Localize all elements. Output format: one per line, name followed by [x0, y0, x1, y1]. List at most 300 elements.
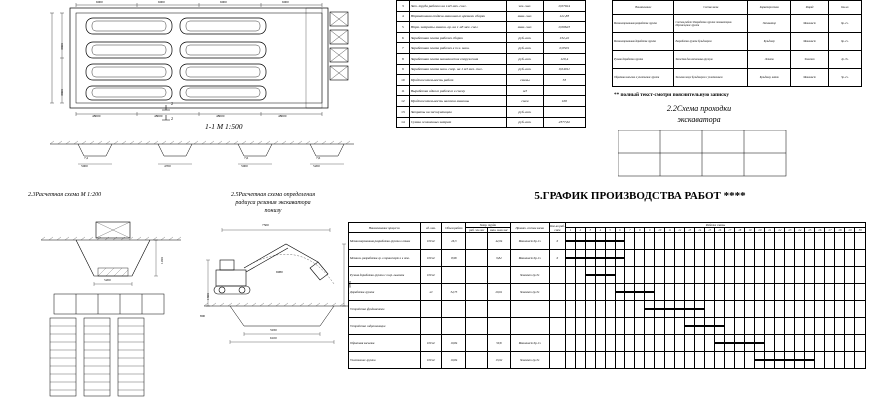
schedule-gantt-cell — [765, 335, 775, 352]
schedule-cell: Механизированная разработка грунта в отвал — [349, 233, 421, 250]
cost-row-number: 9 — [397, 64, 410, 75]
work-table-cell: 2р.-3ч. — [828, 51, 861, 69]
schedule-gantt-cell — [795, 352, 805, 369]
schedule-day-number: 1 — [566, 228, 576, 233]
cost-row-value: 129,4 — [543, 53, 585, 64]
schedule-gantt-cell — [825, 318, 835, 335]
schedule-gantt-cell — [735, 335, 745, 352]
schedule-gantt-cell — [775, 335, 785, 352]
schedule-gantt-cell — [685, 267, 695, 284]
schedule-gantt-cell — [595, 233, 605, 250]
schedule-gantt-cell — [566, 267, 576, 284]
schedule-gantt-cell — [715, 267, 725, 284]
work-table-cell: Землекоп — [791, 51, 828, 69]
schedule-gantt-cell — [755, 267, 765, 284]
schedule-gantt-cell — [566, 335, 576, 352]
cost-row-unit: руб.-коп. — [507, 53, 543, 64]
schedule-gantt-cell — [745, 335, 755, 352]
cost-row-value: 0,07924 — [543, 1, 585, 12]
cost-row-value: 0,04911 — [543, 64, 585, 75]
schedule-header-cell: Объем работ — [442, 223, 466, 233]
schedule-gantt-cell — [645, 301, 655, 318]
table-row — [613, 51, 862, 69]
schedule-gantt-cell — [735, 318, 745, 335]
schedule-gantt-cell — [585, 250, 595, 267]
schedule-gantt-cell — [665, 233, 675, 250]
title-passage-1: 2.2Схема проходки — [666, 104, 732, 113]
schedule-gantt-cell — [805, 352, 815, 369]
work-table-header: Кол-во — [828, 1, 861, 15]
schedule-day-number: 3 — [585, 228, 595, 233]
schedule-cell — [466, 318, 488, 335]
schedule-gantt-bar — [705, 325, 714, 327]
schedule-day-number: 15 — [705, 228, 715, 233]
schedule-gantt-cell — [815, 233, 825, 250]
schedule-gantt-cell — [835, 352, 845, 369]
schedule-cell — [549, 284, 565, 301]
schedule-cell: Механиз. разработка гр. в транспорт и в отв. — [349, 250, 421, 267]
work-table-cell: Машинист — [791, 15, 828, 33]
schedule-gantt-cell — [575, 233, 585, 250]
title-schedule: 5.ГРАФИК ПРОИЗВОДСТВА РАБОТ **** — [534, 190, 746, 202]
schedule-cell: 8,98 — [442, 250, 466, 267]
passage-scheme-grid — [618, 130, 788, 178]
section-mark-2-bottom: 2 — [171, 116, 173, 121]
schedule-gantt-cell — [805, 318, 815, 335]
schedule-cell — [510, 318, 549, 335]
schedule-gantt-cell — [665, 284, 675, 301]
calc-scheme-drawing — [36, 206, 186, 316]
schedule-gantt-cell — [805, 284, 815, 301]
schedule-gantt-cell — [785, 250, 795, 267]
plan-dim-top-2: 6000 — [158, 0, 165, 4]
schedule-cell: Ручная доработка грунта с погр. вывозом — [349, 267, 421, 284]
schedule-gantt-bar — [665, 308, 674, 310]
schedule-gantt-cell — [805, 301, 815, 318]
schedule-cell: 13,92 — [488, 352, 510, 369]
table-row — [613, 33, 862, 51]
schedule-gantt-cell — [695, 335, 705, 352]
schedule-cell: 6 — [549, 250, 565, 267]
schedule-gantt-cell — [715, 233, 725, 250]
schedule-gantt-cell — [575, 250, 585, 267]
schedule-cell: 6 — [549, 233, 565, 250]
schedule-gantt-bar — [576, 257, 585, 259]
schedule-gantt-cell — [615, 267, 625, 284]
schedule-gantt-bar — [635, 291, 644, 293]
schedule-gantt-cell — [585, 335, 595, 352]
schedule-gantt-cell — [655, 335, 665, 352]
schedule-gantt-bar — [616, 257, 625, 259]
schedule-gantt-cell — [825, 335, 835, 352]
schedule-gantt-bar — [755, 342, 764, 344]
plan-dim-bottom-3: 48000 — [216, 114, 225, 118]
schedule-gantt-cell — [725, 301, 735, 318]
schedule-cell — [549, 267, 565, 284]
schedule-gantt-cell — [735, 267, 745, 284]
table-row — [349, 301, 866, 318]
work-table-header: Разряд — [791, 1, 828, 15]
plan-dim-bottom-1: 48000 — [92, 114, 101, 118]
schedule-day-number: 30 — [855, 228, 866, 233]
work-composition-table — [612, 0, 862, 87]
schedule-gantt-cell — [855, 335, 866, 352]
schedule-gantt-cell — [585, 267, 595, 284]
schedule-gantt-cell — [855, 233, 866, 250]
excavator-scheme — [200, 222, 352, 352]
schedule-gantt-cell — [835, 335, 845, 352]
work-table-cell: Механизированная доработка грунта — [613, 33, 674, 51]
schedule-gantt-cell — [615, 301, 625, 318]
schedule-gantt-cell — [735, 233, 745, 250]
table-row — [397, 64, 586, 75]
schedule-cell: Устройство фундаментов — [349, 301, 421, 318]
schedule-cell: Машинист 6р-1ч — [510, 233, 549, 250]
schedule-day-number: 8 — [635, 228, 645, 233]
schedule-gantt-bar — [685, 325, 694, 327]
schedule-gantt-cell — [765, 301, 775, 318]
schedule-gantt-cell — [785, 335, 795, 352]
cost-row-unit: руб.-коп. — [507, 64, 543, 75]
schedule-gantt-cell — [765, 284, 775, 301]
wells-diagram — [40, 316, 180, 398]
schedule-gantt-cell — [575, 318, 585, 335]
schedule-day-number: 12 — [675, 228, 685, 233]
excav-dim-h2: 3700 — [348, 281, 352, 288]
work-table-cell: Зачистка дна котлована вручную — [674, 51, 748, 69]
cost-row-number: 13 — [397, 106, 410, 117]
schedule-gantt-cell — [625, 267, 635, 284]
schedule-day-number: 23 — [785, 228, 795, 233]
schedule-gantt-cell — [695, 352, 705, 369]
schedule-gantt-cell — [635, 301, 645, 318]
plan-dim-top-3: 6000 — [220, 0, 227, 4]
schedule-gantt-bar — [566, 257, 575, 259]
schedule-gantt-cell — [835, 301, 845, 318]
work-table-cell: 6р.-1ч. — [828, 33, 861, 51]
schedule-header-cell: Затр. труда — [466, 223, 510, 228]
schedule-gantt-cell — [675, 335, 685, 352]
schedule-gantt-cell — [655, 318, 665, 335]
cost-row-unit: смены — [507, 75, 543, 86]
schedule-gantt-cell — [815, 284, 825, 301]
schedule-gantt-cell — [765, 267, 775, 284]
schedule-day-number: 7 — [625, 228, 635, 233]
cost-row-name: Заработная плата машинистов сооружения — [409, 53, 506, 64]
schedule-gantt-cell — [715, 335, 725, 352]
schedule-gantt-cell — [705, 250, 715, 267]
schedule-gantt-cell — [615, 318, 625, 335]
schedule-cell — [420, 318, 442, 335]
schedule-header-cell: Кол-во раб. смен — [550, 223, 565, 232]
excav-dim-left: 800 — [200, 314, 206, 318]
cost-row-value: 2377,62 — [543, 117, 585, 128]
schedule-cell: 10,84 — [442, 352, 466, 369]
schedule-gantt-cell — [566, 233, 576, 250]
schedule-day-number: 22 — [775, 228, 785, 233]
schedule-gantt-cell — [605, 352, 615, 369]
schedule-gantt-cell — [745, 250, 755, 267]
schedule-gantt-cell — [615, 233, 625, 250]
schedule-gantt-cell — [725, 250, 735, 267]
cost-table — [396, 0, 586, 128]
schedule-gantt-cell — [755, 284, 765, 301]
schedule-day-number: 21 — [765, 228, 775, 233]
schedule-cell — [549, 318, 565, 335]
schedule-day-number: 6 — [615, 228, 625, 233]
schedule-gantt-cell — [625, 233, 635, 250]
schedule-gantt-cell — [575, 284, 585, 301]
section-dim-2: 5000 — [81, 164, 88, 168]
schedule-gantt-cell — [805, 250, 815, 267]
schedule-gantt-bar — [655, 308, 664, 310]
schedule-gantt-cell — [705, 335, 715, 352]
cost-row-name: Нормативная отдача машинного времени сборки — [409, 11, 506, 22]
schedule-gantt-cell — [715, 318, 725, 335]
schedule-day-number: 2 — [575, 228, 585, 233]
schedule-gantt-bar — [606, 274, 615, 276]
schedule-gantt-cell — [815, 335, 825, 352]
schedule-gantt-cell — [845, 318, 855, 335]
schedule-cell — [466, 250, 488, 267]
cost-row-unit: руб.-коп. — [507, 117, 543, 128]
schedule-gantt-cell — [825, 284, 835, 301]
schedule-gantt-cell — [595, 250, 605, 267]
schedule-cell: 10,84 — [442, 335, 466, 352]
schedule-gantt-cell — [695, 233, 705, 250]
schedule-gantt-cell — [585, 301, 595, 318]
schedule-gantt-cell — [655, 233, 665, 250]
schedule-gantt-cell — [685, 233, 695, 250]
cost-row-value — [543, 106, 585, 117]
schedule-gantt-cell — [605, 318, 615, 335]
schedule-gantt-cell — [645, 267, 655, 284]
cost-row-unit: руб.-коп. — [507, 43, 543, 54]
cost-row-number: 11 — [397, 85, 410, 96]
schedule-gantt-bar — [775, 359, 784, 361]
schedule-gantt-cell — [795, 301, 805, 318]
schedule-gantt-cell — [695, 284, 705, 301]
section-dim-7: 5200 — [313, 164, 320, 168]
schedule-gantt-cell — [605, 301, 615, 318]
schedule-gantt-cell — [695, 267, 705, 284]
schedule-gantt-cell — [735, 250, 745, 267]
title-radius-scheme-3: понизу — [264, 208, 282, 214]
calc-dim-a: 5200 — [104, 278, 111, 282]
cost-row-unit: маш.-час. — [507, 11, 543, 22]
schedule-gantt-cell — [685, 284, 695, 301]
schedule-gantt-cell — [605, 250, 615, 267]
schedule-cell: 26,3 — [442, 233, 466, 250]
schedule-gantt-cell — [755, 250, 765, 267]
table-row — [397, 22, 586, 33]
schedule-gantt-cell — [815, 352, 825, 369]
schedule-gantt-cell — [845, 233, 855, 250]
schedule-gantt-cell — [825, 250, 835, 267]
cost-row-number: 6 — [397, 32, 410, 43]
schedule-day-number: 13 — [685, 228, 695, 233]
schedule-gantt-cell — [835, 233, 845, 250]
table-row — [397, 53, 586, 64]
schedule-gantt-cell — [795, 250, 805, 267]
table-row — [349, 284, 866, 301]
schedule-gantt-cell — [775, 250, 785, 267]
schedule-gantt-bar — [695, 308, 704, 310]
schedule-gantt-bar — [625, 291, 634, 293]
work-table-cell: Бульдозер — [748, 33, 791, 51]
schedule-gantt-cell — [675, 318, 685, 335]
work-table-cell: Бульдозер, каток — [748, 69, 791, 87]
cost-row-name: Заработная плата рабочих сборки — [409, 32, 506, 43]
table-row — [349, 318, 866, 335]
schedule-gantt-cell — [785, 284, 795, 301]
note-text: ** полный текст-смотри пояснительную записку — [614, 92, 729, 98]
work-table-cell: Экскаватор — [748, 15, 791, 33]
schedule-gantt-cell — [785, 352, 795, 369]
work-table-header: Состав звена — [674, 1, 748, 15]
schedule-gantt-cell — [795, 233, 805, 250]
table-row — [349, 233, 866, 250]
schedule-gantt-cell — [775, 318, 785, 335]
section-dim-4: 7,6 — [244, 156, 249, 160]
work-table-cell: 6р.-1ч. — [828, 15, 861, 33]
plan-dim-left-1: 3000 — [60, 43, 64, 50]
schedule-gantt-cell — [845, 301, 855, 318]
schedule-gantt-cell — [635, 284, 645, 301]
schedule-gantt-cell — [705, 318, 715, 335]
cost-row-value: 121,83 — [543, 11, 585, 22]
schedule-gantt-cell — [705, 352, 715, 369]
excav-dim-radius: 6980 — [276, 270, 283, 274]
schedule-gantt-cell — [725, 318, 735, 335]
schedule-gantt-cell — [625, 301, 635, 318]
cost-row-number: 3 — [397, 1, 410, 12]
cost-row-number: 7 — [397, 43, 410, 54]
schedule-gantt-cell — [585, 284, 595, 301]
schedule-gantt-cell — [755, 301, 765, 318]
schedule-gantt-cell — [625, 250, 635, 267]
title-section-1-1: 1-1 М 1:500 — [205, 122, 243, 131]
schedule-cell — [466, 335, 488, 352]
schedule-gantt-bar — [606, 240, 615, 242]
schedule-gantt-cell — [735, 284, 745, 301]
cost-row-name: Заработная плата рабочих в т.ч. маш. — [409, 43, 506, 54]
schedule-gantt-cell — [835, 284, 845, 301]
schedule-gantt-cell — [745, 301, 755, 318]
schedule-gantt-cell — [695, 318, 705, 335]
table-row — [349, 267, 866, 284]
cost-row-unit: руб.-коп. — [507, 106, 543, 117]
cost-row-value: 53 — [543, 75, 585, 86]
schedule-cell: м³ — [420, 284, 442, 301]
schedule-gantt-cell — [855, 352, 866, 369]
schedule-cell: Обратная засыпка — [349, 335, 421, 352]
schedule-cell: 29,61 — [488, 284, 510, 301]
schedule-cell: Машинист 6р-1ч — [510, 335, 549, 352]
cost-row-name: Зат. труда рабочих на 1м3 мех. снег. — [409, 1, 506, 12]
schedule-gantt-cell — [845, 352, 855, 369]
schedule-gantt-cell — [835, 267, 845, 284]
schedule-gantt-cell — [815, 318, 825, 335]
schedule-gantt-cell — [765, 352, 775, 369]
schedule-gantt-cell — [725, 233, 735, 250]
section-dim-6: 7,6 — [316, 156, 321, 160]
cost-row-value: 160 — [543, 96, 585, 107]
schedule-gantt-cell — [855, 301, 866, 318]
schedule-gantt-cell — [705, 233, 715, 250]
schedule-cell — [466, 284, 488, 301]
schedule-gantt-cell — [775, 233, 785, 250]
schedule-gantt-cell — [665, 335, 675, 352]
schedule-gantt-cell — [575, 301, 585, 318]
schedule-gantt-cell — [665, 267, 675, 284]
schedule-gantt-cell — [635, 233, 645, 250]
schedule-gantt-cell — [765, 233, 775, 250]
section-1-1-drawing — [48, 136, 358, 184]
schedule-gantt-cell — [825, 233, 835, 250]
schedule-gantt-bar — [596, 257, 605, 259]
schedule-gantt-bar — [715, 325, 724, 327]
schedule-gantt-cell — [795, 335, 805, 352]
schedule-gantt-cell — [795, 284, 805, 301]
schedule-gantt-cell — [685, 352, 695, 369]
table-header-row — [613, 1, 862, 15]
schedule-gantt-bar — [645, 308, 654, 310]
schedule-gantt-cell — [685, 301, 695, 318]
table-row — [397, 75, 586, 86]
schedule-gantt-cell — [745, 318, 755, 335]
cost-row-name: Выработка одного рабочего в смену — [409, 85, 506, 96]
cost-row-value: 0,00623 — [543, 22, 585, 33]
excav-dim-reach: 7500 — [262, 223, 269, 227]
schedule-day-number: 29 — [845, 228, 855, 233]
schedule-gantt-cell — [815, 301, 825, 318]
schedule-gantt-cell — [685, 250, 695, 267]
schedule-cell — [466, 233, 488, 250]
schedule-gantt-cell — [566, 318, 576, 335]
schedule-gantt-cell — [845, 284, 855, 301]
schedule-cell — [549, 352, 565, 369]
schedule-gantt-bar — [645, 291, 654, 293]
schedule-cell — [466, 301, 488, 318]
section-dim-1: 7,2 — [84, 156, 89, 160]
plan-dim-left-2: 3000 — [60, 89, 64, 96]
schedule-gantt-cell — [655, 352, 665, 369]
schedule-gantt-cell — [665, 318, 675, 335]
schedule-gantt-cell — [835, 318, 845, 335]
work-table-cell: Засыпка пазух бульдозером с уплотнением — [674, 69, 748, 87]
schedule-gantt-cell — [705, 267, 715, 284]
schedule-gantt-bar — [586, 257, 595, 259]
schedule-cell: Доработка грунта — [349, 284, 421, 301]
schedule-gantt-cell — [825, 352, 835, 369]
schedule-day-number: 17 — [725, 228, 735, 233]
schedule-gantt-cell — [595, 284, 605, 301]
schedule-gantt-bar — [586, 274, 595, 276]
schedule-gantt-cell — [775, 284, 785, 301]
cost-row-name: Заработная плата маш. соор. на 1 м3 мех. снег. — [409, 64, 506, 75]
schedule-gantt-bar — [765, 359, 774, 361]
schedule-gantt-cell — [785, 318, 795, 335]
cost-row-name: Продолжительность работ — [409, 75, 506, 86]
cost-row-unit: м3 — [507, 85, 543, 96]
schedule-gantt-bar — [685, 308, 694, 310]
schedule-gantt-cell — [725, 284, 735, 301]
schedule-gantt-cell — [775, 352, 785, 369]
schedule-day-number: 18 — [735, 228, 745, 233]
cost-row-number: 14 — [397, 117, 410, 128]
work-table-header: Характеристика — [748, 1, 791, 15]
